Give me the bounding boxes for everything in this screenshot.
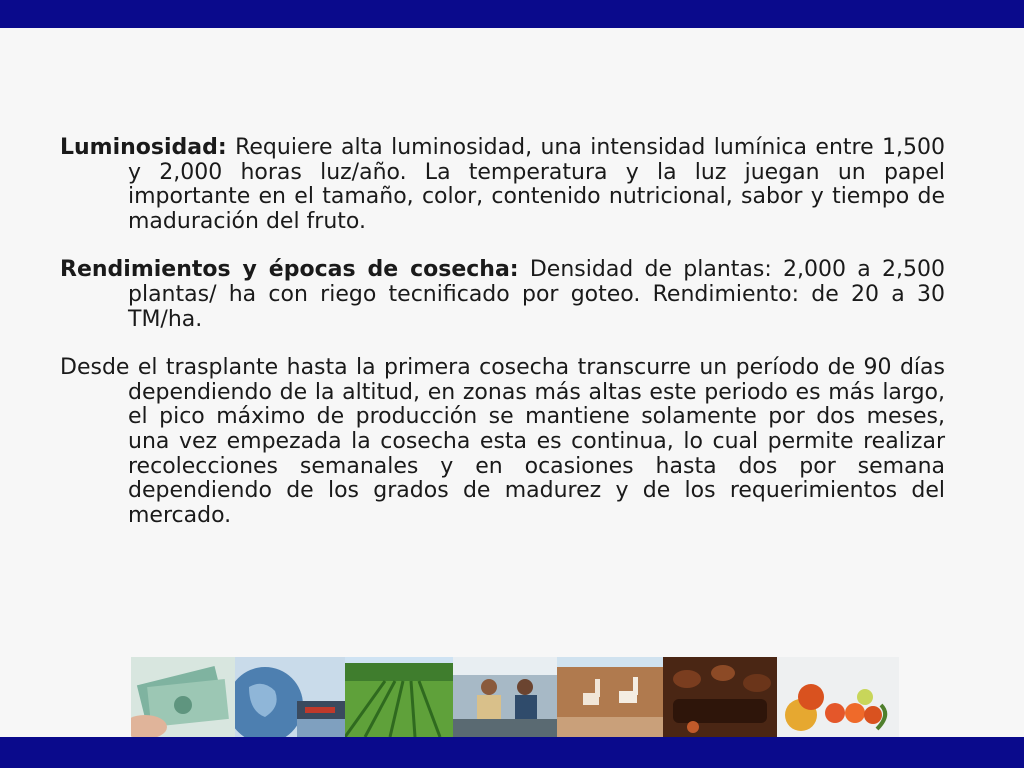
slide-body	[60, 136, 945, 552]
bottom-banner-bar	[0, 737, 1024, 768]
llamas-adobe-photo	[557, 657, 663, 737]
money-photo	[131, 657, 235, 737]
heading-rendimientos: Rendimientos y épocas de cosecha:	[60, 257, 519, 283]
text-cosecha: Desde el trasplante hasta la primera cosecha transcurre un período de 90 días dependiendo de la altitud, en zonas más altas este periodo es más largo, el pico máximo de producción se mantiene solamente por dos meses, una vez empezada la cosecha esta es continua, lo cual permite realizar recolecciones semanales y en ocasiones hasta dos por semana dependiendo de los grados de madurez y de los requerimientos del mercado.	[60, 355, 945, 528]
globe-port-photo	[235, 657, 345, 737]
heading-luminosidad: Luminosidad:	[60, 135, 227, 160]
paragraph-luminosidad	[60, 136, 945, 234]
top-banner-bar	[0, 0, 1024, 28]
photo-strip	[131, 657, 899, 737]
paragraph-cosecha	[60, 356, 945, 528]
fruits-photo	[777, 657, 899, 737]
text-luminosidad: Requiere alta luminosidad, una intensidad lumínica entre 1,500 y 2,000 horas luz/año. La temperatura y la luz juegan un papel importante en el tamaño, color, contenido nutricional, sabor y tiempo de maduración del fruto.	[128, 135, 945, 234]
market-workers-photo	[453, 657, 557, 737]
crop-field-photo	[345, 657, 453, 737]
text-rendimientos: Densidad de plantas: 2,000 a 2,500 plantas/ ha con riego tecnificado por goteo. Rendimiento: de 20 a 30 TM/ha.	[128, 257, 945, 332]
chocolate-photo	[663, 657, 777, 737]
paragraph-rendimientos	[60, 258, 945, 332]
